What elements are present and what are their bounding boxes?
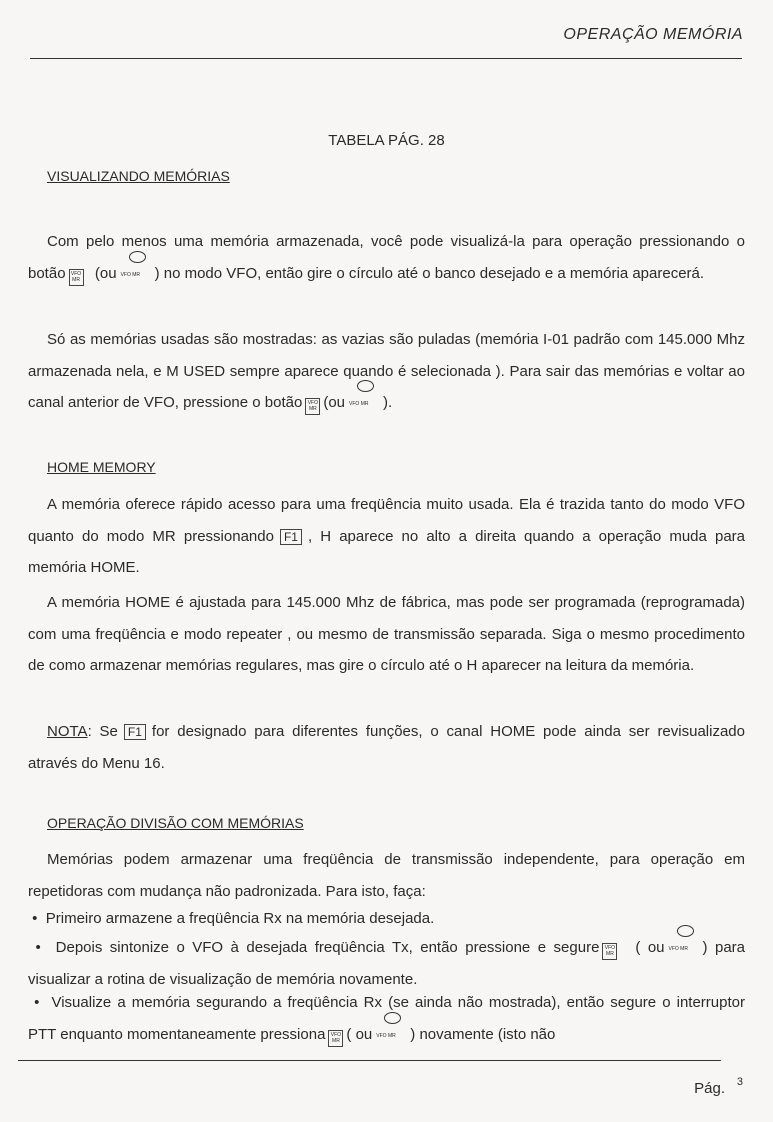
note-paragraph bbox=[28, 716, 745, 779]
dial-icon bbox=[117, 260, 155, 280]
bullet-item: • Depois sintonize o VFO à desejada freqüência Tx, então pressione e segure VFO MR ( ou VFO MR ) para visualizar a rotina de visualização de memória novamente. bbox=[28, 932, 745, 995]
vfo-mr-button-icon bbox=[602, 943, 617, 960]
text: Depois sintonize o VFO à desejada freqüência Tx, então pressione e segure bbox=[55, 939, 600, 956]
dial-icon bbox=[665, 934, 703, 954]
icon-label: VFO MR bbox=[604, 945, 616, 957]
text: , H aparece no alto a direita quando a operação muda para memória HOME. bbox=[28, 527, 745, 577]
page-number: 3 bbox=[736, 1076, 743, 1088]
dial-icon bbox=[372, 1021, 410, 1041]
text: ). bbox=[383, 394, 393, 412]
text: Só as memórias usadas são mostradas: as vazias são puladas (memória I-01 padrão com 145.000 Mhz armazenada nela, e M USED sempre aparece quando é selecionada ). Para sair das memórias e voltar ao canal anterior de VFO, pressione o botão bbox=[28, 331, 745, 412]
f1-key-icon: F1 bbox=[124, 724, 146, 740]
paragraph bbox=[28, 324, 745, 419]
page-label: Pág. bbox=[694, 1080, 725, 1097]
text: ) novamente (isto não bbox=[410, 1025, 556, 1043]
section-heading: VISUALIZANDO MEMÓRIAS bbox=[47, 168, 230, 184]
footer-rule bbox=[18, 1060, 721, 1061]
text: (ou bbox=[323, 394, 346, 412]
text: A memória oferece rápido acesso para uma freqüência muito usada. Ela é trazida tanto do modo VFO quanto do modo MR pressionando bbox=[28, 496, 745, 545]
icon-label: VFO MR bbox=[376, 1032, 396, 1039]
text: (ou bbox=[94, 264, 117, 282]
paragraph bbox=[28, 489, 745, 584]
text: : Se bbox=[87, 723, 118, 740]
paragraph bbox=[28, 226, 745, 289]
dial-icon bbox=[345, 389, 383, 409]
text: Visualize a memória segurando a freqüência Rx (se ainda não mostrada), então segure o interruptor PTT enquanto momentaneamente pressiona bbox=[28, 994, 745, 1043]
icon-label: VFO MR bbox=[668, 946, 688, 952]
table-reference: TABELA PÁG. 28 bbox=[328, 132, 445, 149]
f1-key-icon: F1 bbox=[280, 529, 302, 545]
icon-label: VFO MR bbox=[307, 400, 318, 413]
paragraph: Memórias podem armazenar uma freqüência de transmissão independente, para operação em repetidoras com mudança não padronizada. Para isto, faça: bbox=[28, 851, 745, 900]
text: Com pelo menos uma memória armazenada, você pode visualizá-la para operação pressionando o botão bbox=[28, 233, 745, 282]
note-label: NOTA bbox=[47, 723, 88, 740]
vfo-mr-button-icon bbox=[69, 269, 84, 286]
text: Primeiro armazene a freqüência Rx na memória desejada. bbox=[45, 910, 435, 927]
section-heading: OPERAÇÃO DIVISÃO COM MEMÓRIAS bbox=[47, 815, 304, 831]
icon-label: VFO MR bbox=[120, 271, 141, 278]
text: ) para visualizar a rotina de visualização de memória novamente. bbox=[28, 939, 745, 988]
text: ) no modo VFO, então gire o círculo até o banco desejado e a memória aparecerá. bbox=[154, 264, 705, 282]
section-heading: HOME MEMORY bbox=[47, 459, 156, 475]
header-rule bbox=[30, 58, 742, 59]
icon-label: VFO MR bbox=[330, 1031, 342, 1044]
text: for designado para diferentes funções, o canal HOME pode ainda ser revisualizado através do Menu 16. bbox=[28, 723, 745, 772]
page-header-title: OPERAÇÃO MEMÓRIA bbox=[563, 26, 743, 43]
bullet-item: • Visualize a memória segurando a freqüência Rx (se ainda não mostrada), então segure o interruptor PTT enquanto momentaneamente pressiona VFO MR ( ou VFO MR ) novamente (isto não bbox=[28, 987, 745, 1050]
icon-label: VFO MR bbox=[70, 270, 82, 283]
vfo-mr-button-icon bbox=[328, 1030, 343, 1047]
paragraph: A memória HOME é ajustada para 145.000 Mhz de fábrica, mas pode ser programada (reprogramada) com uma freqüência e modo repeater , ou mesmo de transmissão separada. Siga o mesmo procedimento de como armazenar memórias regulares, mas gire o círculo até o H aparecer na leitura da memória. bbox=[28, 594, 745, 675]
vfo-mr-button-icon bbox=[305, 398, 320, 415]
bullet-item: • Primeiro armazene a freqüência Rx na memória desejada. bbox=[28, 910, 435, 927]
text: ( ou bbox=[635, 939, 665, 956]
text: ( ou bbox=[346, 1025, 373, 1043]
icon-label: VFO MR bbox=[349, 401, 369, 408]
